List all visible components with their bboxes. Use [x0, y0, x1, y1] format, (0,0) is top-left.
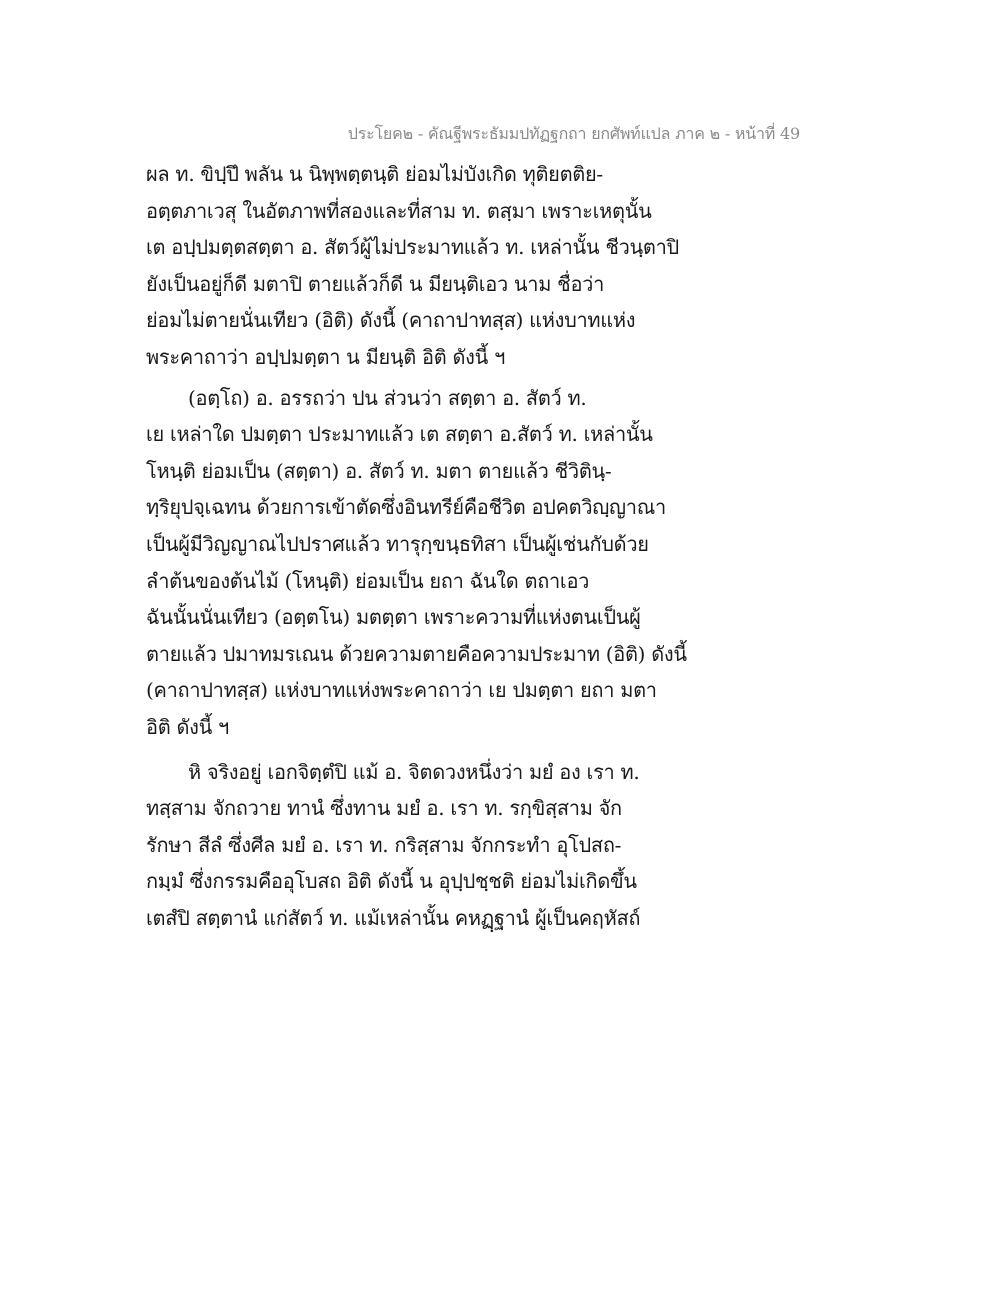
text-line: (อตฺโถ) อ. อรรถว่า ปน ส่วนว่า สตฺตา อ. สัตว์ ท. [188, 385, 587, 410]
text-line: เป็นผู้มีวิญญาณไปปราศแล้ว ทารุกฺขนฺธทิสา เป็นผู้เช่นกับด้วย [146, 531, 649, 556]
text-line: (คาถาปาทสฺส) แห่งบาทแห่งพระคาถาว่า เย ปมตฺตา ยถา มตา [146, 678, 657, 703]
body-text [146, 156, 866, 936]
text-line: หิ จริงอยู่ เอกจิตฺตํปิ แม้ อ. จิตดวงหนึ่งว่า มยํ อง เรา ท. [188, 759, 640, 784]
running-header: ประโยค๒ - คัณฐีพระธัมมปทัฏฐกถา ยกศัพท์แปล ภาค ๒ - หน้าที่ 49 [347, 124, 800, 143]
paragraph-2 [146, 380, 866, 746]
text-line: ลำต้นของต้นไม้ (โหนฺติ) ย่อมเป็น ยถา ฉันใด ตถาเอว [146, 568, 590, 593]
text-line: ผล ท. ขิปฺปึ พลัน น นิพฺพตฺตนฺติ ย่อมไม่บังเกิด ทุติยตติย- [146, 162, 603, 186]
paragraph-3 [146, 754, 866, 937]
text-line: ตายแล้ว ปมาทมรเณน ด้วยความตายคือความประมาท (อิติ) ดังนี้ [146, 641, 687, 666]
text-line: เต อปฺปมตฺตสตฺตา อ. สัตว์ผู้ไม่ประมาทแล้ว ท. เหล่านั้น ชีวนฺตาปิ [146, 235, 679, 260]
text-line: อตฺตภาเวสุ ในอัตภาพที่สองและที่สาม ท. ตสฺมา เพราะเหตุนั้น [146, 198, 652, 223]
text-line: ทฺริยุปจฺเฉทน ด้วยการเข้าตัดซึ่งอินทรีย์คือชีวิต อปคตวิญฺญาณา [146, 495, 666, 520]
text-line: อิติ ดังนี้ ฯ [146, 714, 229, 739]
text-line: เย เหล่าใด ปมตฺตา ประมาทแล้ว เต สตฺตา อ.สัตว์ ท. เหล่านั้น [146, 422, 653, 447]
text-line: กมฺมํ ซึ่งกรรมคืออุโบสถ อิติ ดังนี้ น อุปฺปชฺชติ ย่อมไม่เกิดขึ้น [146, 869, 637, 894]
text-line: ฉันนั้นนั่นเทียว (อตฺตโน) มตตฺตา เพราะความที่แห่งตนเป็นผู้ [146, 605, 641, 630]
text-line: โหนฺติ ย่อมเป็น (สตฺตา) อ. สัตว์ ท. มตา ตายแล้ว ชีวิตินฺ- [146, 458, 612, 483]
text-line: ยังเป็นอยู่ก็ดี มตาปิ ตายแล้วก็ดี น มียนฺติเอว นาม ชื่อว่า [146, 271, 605, 296]
text-line: ย่อมไม่ตายนั่นเทียว (อิติ) ดังนี้ (คาถาปาทสฺส) แห่งบาทแห่ง [146, 308, 636, 333]
text-line: รักษา สีลํ ซึ่งศีล มยํ อ. เรา ท. กริสฺสาม จักกระทำ อุโปสถ- [146, 832, 622, 857]
text-line: ทสฺสาม จักถวาย ทานํ ซึ่งทาน มยํ อ. เรา ท. รกฺขิสฺสาม จัก [146, 796, 622, 821]
text-line: พระคาถาว่า อปฺปมตฺตา น มียนฺติ อิติ ดังนี้ ฯ [146, 344, 506, 369]
paragraph-1 [146, 156, 866, 376]
text-line: เตสํปิ สตฺตานํ แก่สัตว์ ท. แม้เหล่านั้น คหฏฺฐานํ ผู้เป็นคฤหัสถ์ [146, 905, 641, 930]
